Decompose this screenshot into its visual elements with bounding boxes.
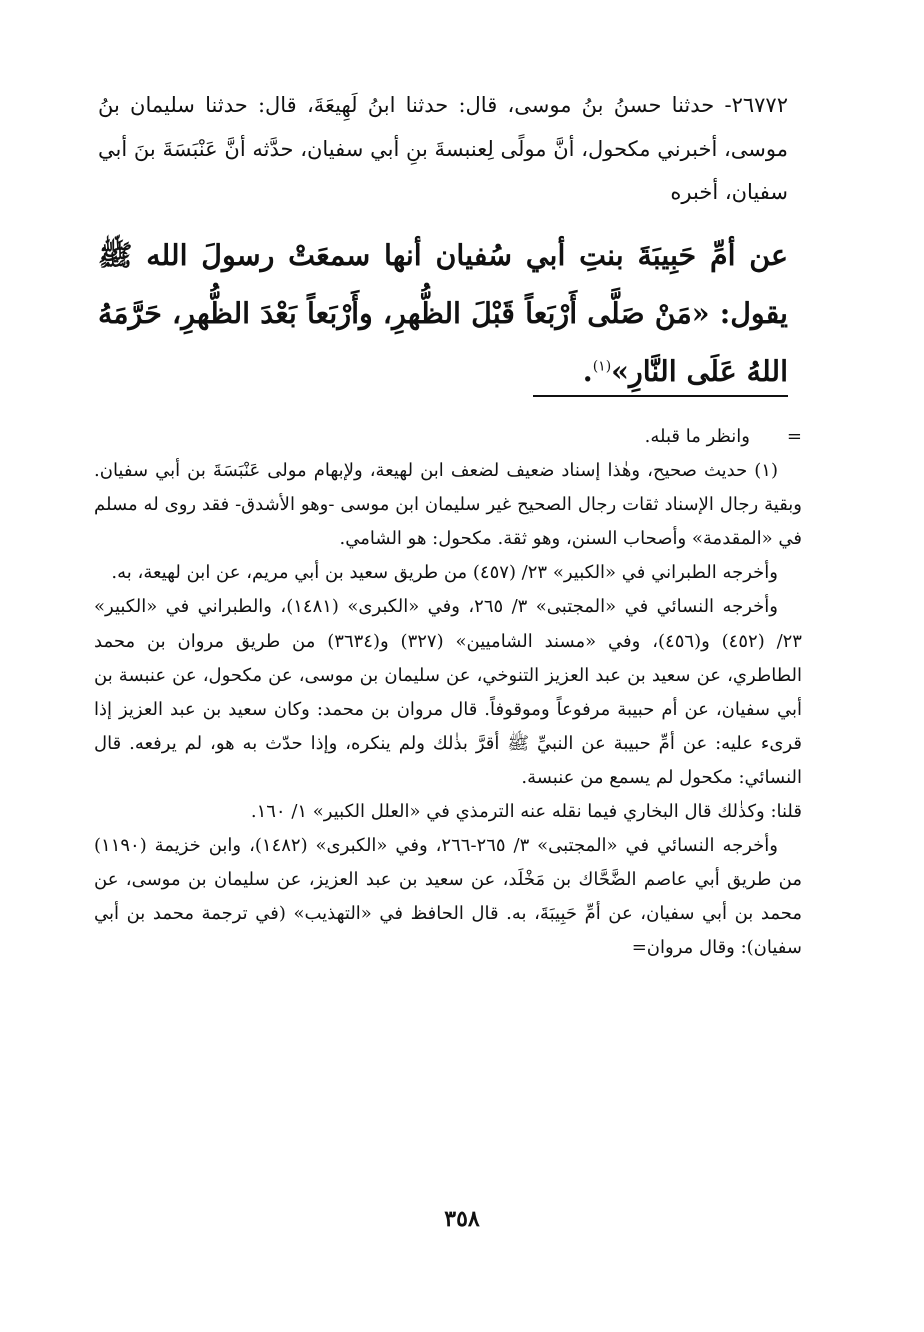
footnote-separator [533,395,788,397]
footnote-paragraph: (١) حديث صحيح، وهٰذا إسناد ضعيف لضعف ابن لهيعة، ولإبهام مولى عَنْبَسَةَ بن أبي سفيان. وبقية رجال الإسناد ثقات رجال الصحيح غير سليمان ابن موسى -وهو الأشدق- فقد روى له مسلم في «المقدمة» وأصحاب السنن، وهو ثقة. مكحول: هو الشامي. [94,460,802,550]
footnote-paragraph: قلنا: وكذٰلك قال البخاري فيما نقله عنه الترمذي في «العلل الكبير» ١/ ١٦٠. [250,801,802,823]
continuation-mark: = [786,426,802,447]
hadith-matn [98,226,788,400]
hadith-isnad: ٢٦٧٧٢- حدثنا حسنُ بنُ موسى، قال: حدثنا ابنُ لَهِيعَةَ، قال: حدثنا سليمان بنُ موسى، أخبرني مكحول، أنَّ مولًى لِعنبسةَ بنِ أبي سفيان، حدَّثه أنَّ عَنْبَسَةَ بنَ أبي سفيان، أخبره [98,93,788,204]
footnote-paragraph: وأخرجه النسائي في «المجتبى» ٣/ ٢٦٥-٢٦٦، وفي «الكبرى» (١٤٨٢)، وابن خزيمة (١١٩٠) من طريق أبي عاصم الضَّحَّاك بن مَخْلَد، عن سعيد بن عبد العزيز، عن سليمان بن موسى، عن محمد بن أبي سفيان، عن أمِّ حَبِيبَةَ، به. قال الحافظ في «التهذيب» (في ترجمة محمد بن أبي سفيان): وقال مروان= [94,835,802,959]
footnote-reference: (١) [592,358,612,375]
hadith-matn-end: . [582,354,593,388]
continuation-text: وانظر ما قبله. [644,426,750,447]
footnote-continuation [94,420,802,454]
hadith-matn-text: عن أمِّ حَبِيبَةَ بنتِ أبي سُفيان أنها سمعَتْ رسولَ الله ﷺ يقول: «مَنْ صَلَّى أَرْبَعاً قَبْلَ الظُّهرِ، وأَرْبَعاً بَعْدَ الظُّهرِ، حَرَّمَهُ اللهُ عَلَى النَّارِ» [98,238,788,388]
footnotes-section [94,420,802,966]
page-number: ٣٥٨ [444,1206,480,1232]
footnote-paragraph: وأخرجه النسائي في «المجتبى» ٣/ ٢٦٥، وفي «الكبرى» (١٤٨١)، والطبراني في «الكبير» ٢٣/ (٤٥٢) و(٤٥٦)، وفي «مسند الشاميين» (٣٢٧) و(٣٦٣٤) من طريق مروان بن محمد الطاطري، عن سعيد بن عبد العزيز التنوخي، عن سليمان بن موسى، عن مكحول، عن عنبسة بن أبي سفيان، عن أم حبيبة مرفوعاً وموقوفاً. قال مروان بن محمد: وكان سعيد بن عبد العزيز إذا قرىء عليه: عن أمِّ حبيبة عن النبيِّ ﷺ أقرَّ بذٰلك ولم ينكره، وإذا حدّث به هو، لم يرفعه. قال النسائي: مكحول لم يسمع من عنبسة. [94,596,802,788]
footnote-paragraph: وأخرجه الطبراني في «الكبير» ٢٣/ (٤٥٧) من طريق سعيد بن أبي مريم، عن ابن لهيعة، به. [111,562,778,584]
